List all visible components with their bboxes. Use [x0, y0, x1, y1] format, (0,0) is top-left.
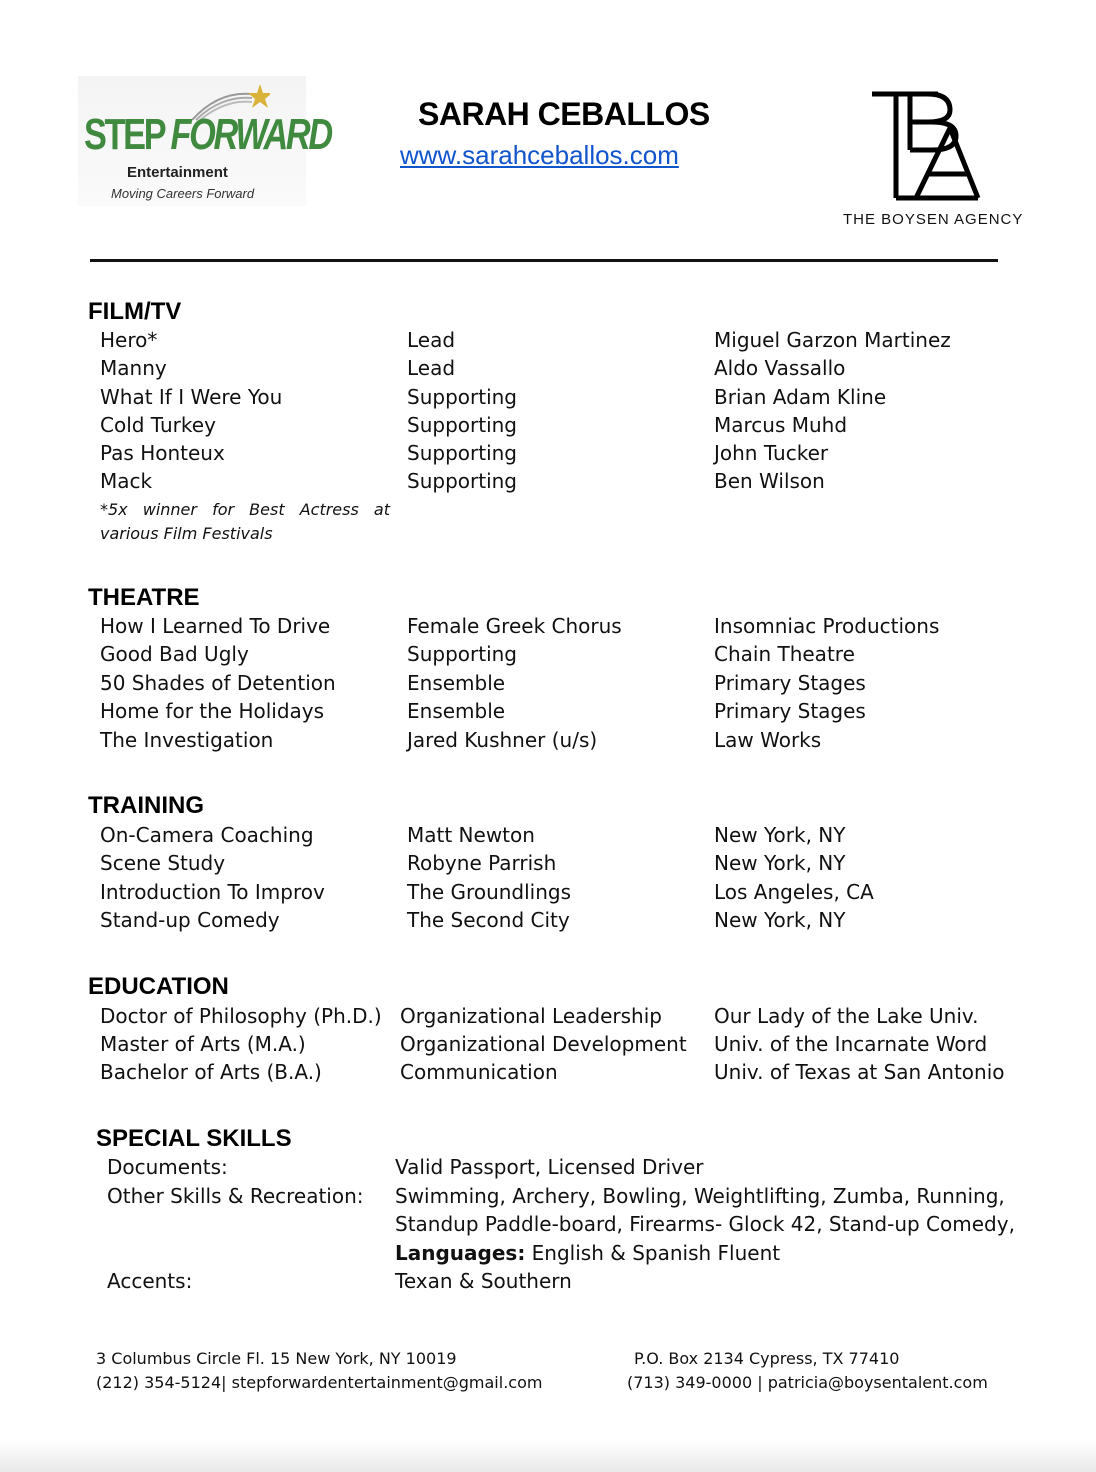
languages-value: English & Spanish Fluent — [525, 1241, 781, 1265]
header-divider — [90, 259, 998, 262]
other-skills-line: Standup Paddle-board, Firearms- Glock 42, Stand-up Comedy, — [395, 1212, 1015, 1236]
award-footnote: *5x winner for Best Actress at various Film Festivals — [100, 500, 390, 543]
training-class: Introduction To Improv — [100, 880, 325, 904]
film-director: John Tucker — [714, 441, 829, 465]
training-teacher: Robyne Parrish — [407, 851, 557, 875]
footer-right-address: P.O. Box 2134 Cypress, TX 77410 — [634, 1349, 900, 1368]
accents-label: Accents: — [107, 1269, 193, 1293]
theatre-role: Jared Kushner (u/s) — [407, 728, 598, 752]
theatre-company: Law Works — [714, 728, 822, 752]
brand-wordmark: STEP FORWARD — [84, 110, 331, 159]
section-title-special-skills: SPECIAL SKILLS — [96, 1125, 292, 1152]
footer-left-contact: (212) 354-5124| stepforwardentertainment@gmail.com — [96, 1373, 543, 1392]
other-skills-line: Swimming, Archery, Bowling, Weightlifting, Zumba, Running, — [395, 1184, 1005, 1208]
training-location: New York, NY — [714, 908, 846, 932]
film-title: Pas Honteux — [100, 441, 225, 465]
theatre-show: 50 Shades of Detention — [100, 671, 336, 695]
other-skills-label: Other Skills & Recreation: — [107, 1184, 364, 1208]
education-field: Organizational Development — [400, 1032, 687, 1056]
film-director: Ben Wilson — [714, 469, 825, 493]
section-title-film-tv: FILM/TV — [88, 298, 182, 325]
education-degree: Bachelor of Arts (B.A.) — [100, 1060, 322, 1084]
theatre-show: Home for the Holidays — [100, 699, 325, 723]
training-location: New York, NY — [714, 851, 846, 875]
theatre-show: The Investigation — [100, 728, 274, 752]
training-location: Los Angeles, CA — [714, 880, 874, 904]
film-role: Supporting — [407, 469, 517, 493]
film-role: Supporting — [407, 441, 517, 465]
documents-label: Documents: — [107, 1155, 228, 1179]
section-title-training: TRAINING — [88, 792, 204, 819]
education-school: Univ. of the Incarnate Word — [714, 1032, 988, 1056]
film-title: Cold Turkey — [100, 413, 216, 437]
education-school: Our Lady of the Lake Univ. — [714, 1004, 979, 1028]
page-title: SARAH CEBALLOS — [418, 96, 710, 132]
education-field: Organizational Leadership — [400, 1004, 662, 1028]
theatre-company: Primary Stages — [714, 671, 866, 695]
training-class: On-Camera Coaching — [100, 823, 314, 847]
film-director: Brian Adam Kline — [714, 385, 887, 409]
training-class: Scene Study — [100, 851, 226, 875]
training-teacher: The Groundlings — [407, 880, 572, 904]
film-role: Supporting — [407, 385, 517, 409]
training-teacher: Matt Newton — [407, 823, 535, 847]
education-degree: Master of Arts (M.A.) — [100, 1032, 306, 1056]
brand-tagline: Moving Careers Forward — [111, 186, 255, 201]
film-director: Aldo Vassallo — [714, 356, 846, 380]
page-bottom-shadow — [0, 1440, 1096, 1472]
film-director: Miguel Garzon Martinez — [714, 328, 951, 352]
theatre-company: Insomniac Productions — [714, 614, 940, 638]
documents-value: Valid Passport, Licensed Driver — [395, 1155, 704, 1179]
footer-left-address: 3 Columbus Circle Fl. 15 New York, NY 10019 — [96, 1349, 457, 1368]
theatre-role: Female Greek Chorus — [407, 614, 622, 638]
film-title: Mack — [100, 469, 153, 493]
film-title: Manny — [100, 356, 167, 380]
footer-right-contact: (713) 349-0000 | patricia@boysentalent.com — [627, 1373, 988, 1392]
languages-line — [395, 1241, 780, 1265]
section-title-education: EDUCATION — [88, 973, 229, 1000]
theatre-show: How I Learned To Drive — [100, 614, 331, 638]
film-role: Lead — [407, 328, 456, 352]
theatre-company: Chain Theatre — [714, 642, 855, 666]
website-link[interactable]: www.sarahceballos.com — [400, 140, 679, 170]
film-title: Hero* — [100, 328, 158, 352]
film-role: Lead — [407, 356, 456, 380]
agency-label: THE BOYSEN AGENCY — [843, 211, 1024, 228]
brand-entertainment: Entertainment — [127, 164, 228, 181]
theatre-role: Ensemble — [407, 699, 506, 723]
accents-value: Texan & Southern — [395, 1269, 572, 1293]
theatre-company: Primary Stages — [714, 699, 866, 723]
languages-label: Languages: — [395, 1241, 526, 1265]
theatre-show: Good Bad Ugly — [100, 642, 249, 666]
education-field: Communication — [400, 1060, 558, 1084]
film-role: Supporting — [407, 413, 517, 437]
training-class: Stand-up Comedy — [100, 908, 280, 932]
step-forward-logo — [78, 76, 331, 206]
training-location: New York, NY — [714, 823, 846, 847]
education-school: Univ. of Texas at San Antonio — [714, 1060, 1005, 1084]
theatre-role: Supporting — [407, 642, 517, 666]
film-director: Marcus Muhd — [714, 413, 848, 437]
film-title: What If I Were You — [100, 385, 283, 409]
section-title-theatre: THEATRE — [88, 584, 200, 611]
tba-monogram-logo — [866, 88, 986, 206]
theatre-role: Ensemble — [407, 671, 506, 695]
education-degree: Doctor of Philosophy (Ph.D.) — [100, 1004, 382, 1028]
training-teacher: The Second City — [407, 908, 570, 932]
